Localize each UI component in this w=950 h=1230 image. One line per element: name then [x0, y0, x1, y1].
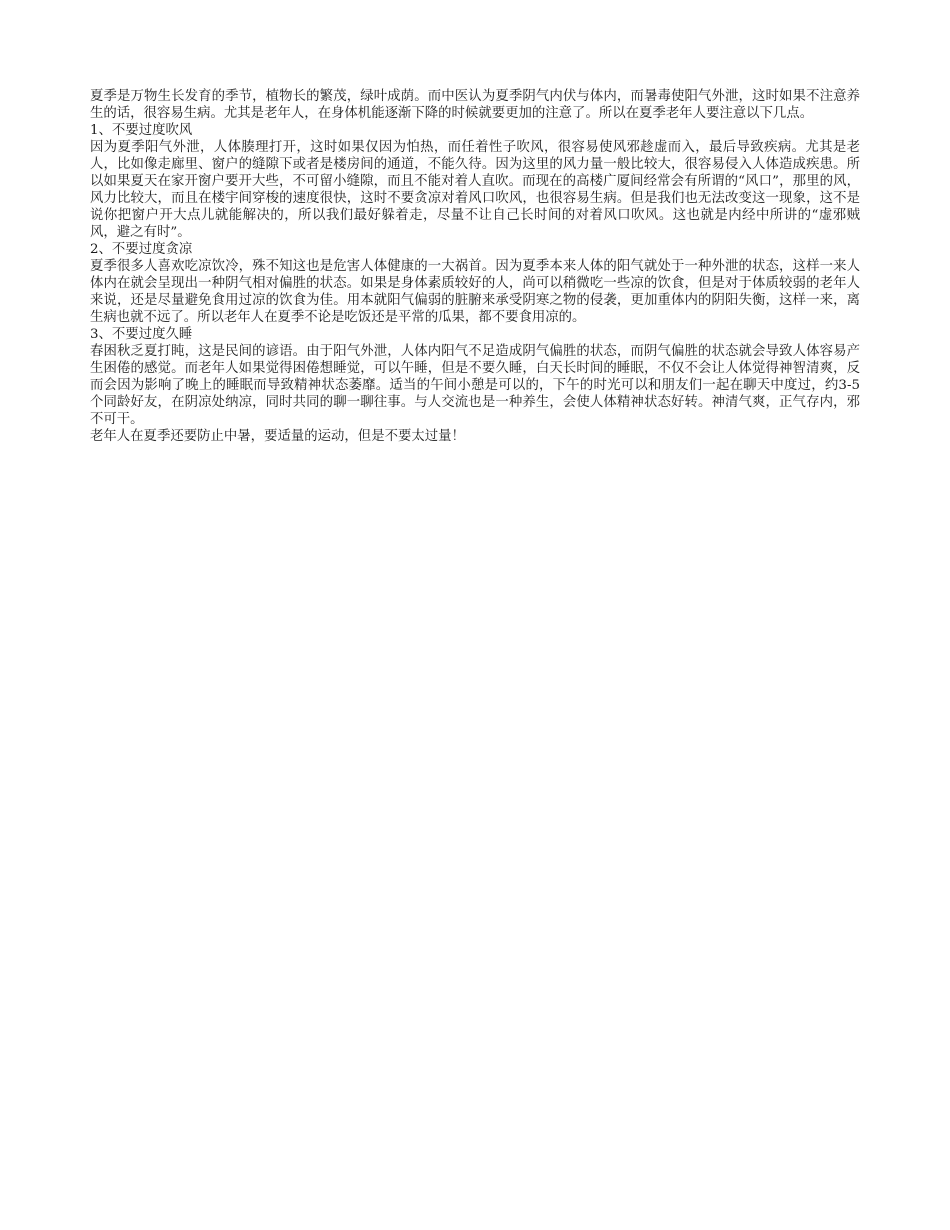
- closing-paragraph: 老年人在夏季还要防止中暑，要适量的运动，但是不要太过量！: [90, 429, 465, 444]
- section-heading-sleep: 3、不要过度久睡: [90, 327, 193, 342]
- document-page: [90, 88, 860, 445]
- section-body-wind: 因为夏季阳气外泄，人体腠理打开，这时如果仅因为怕热，而任着性子吹风，很容易使风邪趁虚而入，最后导致疾病。尤其是老人，比如像走廊里、窗户的缝隙下或者是楼房间的通道，不能久待。因为这里的风力量一般比较大，很容易侵入人体造成疾患。所以如果夏天在家开窗户要开大些，不可留小缝隙，而且不能对着人直吹。而现在的高楼广厦间经常会有所谓的“风口”，那里的风，风力比较大，而且在楼宇间穿梭的速度很快，这时不要贪凉对着风口吹风，也很容易生病。但是我们也无法改变这一现象，这不是说你把窗户开大点儿就能解决的，所以我们最好躲着走，尽量不让自己长时间的对着风口吹风。这也就是内经中所讲的“虚邪贼风，避之有时”。: [90, 140, 860, 240]
- intro-paragraph: 夏季是万物生长发育的季节，植物长的繁茂，绿叶成荫。而中医认为夏季阴气内伏与体内，而暑毒使阳气外泄，这时如果不注意养生的话，很容易生病。尤其是老年人，在身体机能逐渐下降的时候就要更加的注意了。所以在夏季老年人要注意以下几点。: [90, 89, 860, 121]
- section-body-cold: 夏季很多人喜欢吃凉饮冷，殊不知这也是危害人体健康的一大祸首。因为夏季本来人体的阳气就处于一种外泄的状态，这样一来人体内在就会呈现出一种阴气相对偏胜的状态。如果是身体素质较好的人，尚可以稍微吃一些凉的饮食，但是对于体质较弱的老年人来说，还是尽量避免食用过凉的饮食为佳。用本就阳气偏弱的脏腑来承受阴寒之物的侵袭，更加重体内的阴阳失衡，这样一来，离生病也就不远了。所以老年人在夏季不论是吃饭还是平常的瓜果，都不要食用凉的。: [90, 259, 860, 325]
- section-heading-cold: 2、不要过度贪凉: [90, 242, 193, 257]
- section-body-sleep: 春困秋乏夏打盹，这是民间的谚语。由于阳气外泄，人体内阳气不足造成阴气偏胜的状态，而阴气偏胜的状态就会导致人体容易产生困倦的感觉。而老年人如果觉得困倦想睡觉，可以午睡，但是不要久睡，白天长时间的睡眠，不仅不会让人体觉得神智清爽，反而会因为影响了晚上的睡眠而导致精神状态萎靡。适当的午间小憩是可以的，下午的时光可以和朋友们一起在聊天中度过，约3-5个同龄好友，在阴凉处纳凉，同时共同的聊一聊往事。与人交流也是一种养生，会使人体精神状态好转。神清气爽，正气存内，邪不可干。: [90, 344, 860, 427]
- section-heading-wind: 1、不要过度吹风: [90, 123, 193, 138]
